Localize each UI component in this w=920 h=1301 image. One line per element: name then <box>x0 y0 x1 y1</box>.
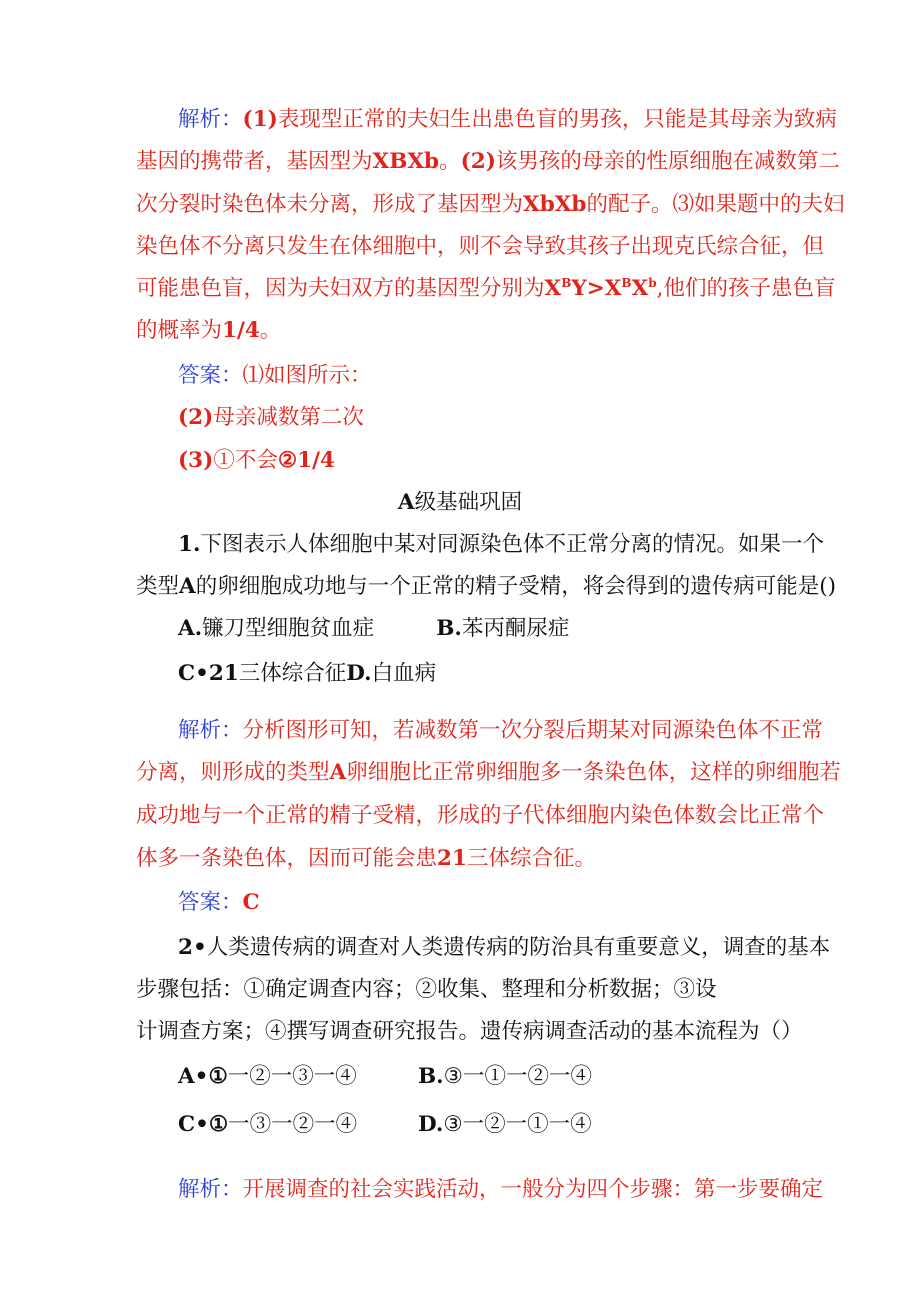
analysis-1-line-6: 的概率为1/4。 <box>136 318 282 343</box>
question-2-options-ab <box>178 1063 788 1091</box>
analysis-3-line-1: 解析：开展调查的社会实践活动，一般分为四个步骤：第一步要确定 <box>178 1177 824 1202</box>
analysis-1-line-5: 可能患色盲，因为夫妇双方的基因型分别为$X^BY>X^BX^b$,他们的孩子患色盲 <box>136 276 836 301</box>
answer-2 <box>178 889 788 917</box>
option-d[interactable]: D.③一②一①一④ <box>418 1112 592 1137</box>
option-b[interactable]: B.③一①一②一④ <box>418 1064 592 1089</box>
answer-1-line-3: (3)①不会②1/4 <box>178 448 335 473</box>
genotype-expression: $X^BY>X^BX^b$ <box>544 276 657 301</box>
question-1-options-ab <box>178 615 788 643</box>
question-1-line-2: 类型A的卵细胞成功地与一个正常的精子受精，将会得到的遗传病可能是() <box>136 574 836 599</box>
question-2-options-cd <box>178 1111 788 1139</box>
question-2-line-1: 2•人类遗传病的调查对人类遗传病的防治具有重要意义，调查的基本 <box>178 935 831 960</box>
question-1-options-cd <box>178 660 788 688</box>
option-b[interactable]: B.苯丙酮尿症 <box>436 616 570 641</box>
answer-value: C <box>242 890 260 915</box>
analysis-label: 解析： <box>178 107 243 132</box>
option-d[interactable]: D.白血病 <box>346 661 437 686</box>
analysis-1-line-4: 染色体不分离只发生在体细胞中，则不会导致其孩子出现克氏综合征，但 <box>136 234 825 259</box>
option-a[interactable]: A•①一②一③一④ <box>178 1064 357 1089</box>
answer-1-line-2: (2)母亲减数第二次 <box>178 405 364 430</box>
answer-label: 答案： <box>178 890 243 915</box>
option-a[interactable]: A.镰刀型细胞贫血症 <box>178 616 375 641</box>
analysis-2-line-2: 分离，则形成的类型A卵细胞比正常卵细胞多一条染色体，这样的卵细胞若 <box>136 760 841 785</box>
analysis-1-line-2: 基因的携带者，基因型为XBXb。(2)该男孩的母亲的性原细胞在减数第二 <box>136 149 840 174</box>
question-number: 1. <box>178 532 201 557</box>
question-number: 2• <box>178 935 207 960</box>
analysis-label: 解析： <box>178 1177 243 1202</box>
analysis-label: 解析： <box>178 718 243 743</box>
question-2-line-3: 计调查方案；④撰写调查研究报告。遗传病调查活动的基本流程为（） <box>136 1019 803 1044</box>
question-2-line-2: 步骤包括：①确定调查内容；②收集、整理和分析数据；③设 <box>136 977 717 1002</box>
option-c[interactable]: C•①一③一②一④ <box>178 1112 358 1137</box>
answer-1-line-1: 答案：⑴如图所示： <box>178 363 372 388</box>
analysis-1-line-1: 解析：(1)表现型正常的夫妇生出患色盲的男孩，只能是其母亲为致病 <box>178 107 837 132</box>
analysis-2-line-3: 成功地与一个正常的精子受精，形成的子代体细胞内染色体数会比正常个 <box>136 803 825 828</box>
analysis-2-line-4: 体多一条染色体，因而可能会患21三体综合征。 <box>136 846 596 871</box>
option-c[interactable]: C•21三体综合征 <box>178 661 347 686</box>
section-heading: A级基础巩固 <box>397 490 523 515</box>
analysis-1-line-3: 次分裂时染色体未分离，形成了基因型为XbXb的配子。⑶如果题中的夫妇 <box>136 192 845 217</box>
question-1-line-1: 1.下图表示人体细胞中某对同源染色体不正常分离的情况。如果一个 <box>178 532 824 557</box>
answer-label: 答案： <box>178 363 243 388</box>
analysis-2-line-1: 解析：分析图形可知，若减数第一次分裂后期某对同源染色体不正常 <box>178 718 824 743</box>
